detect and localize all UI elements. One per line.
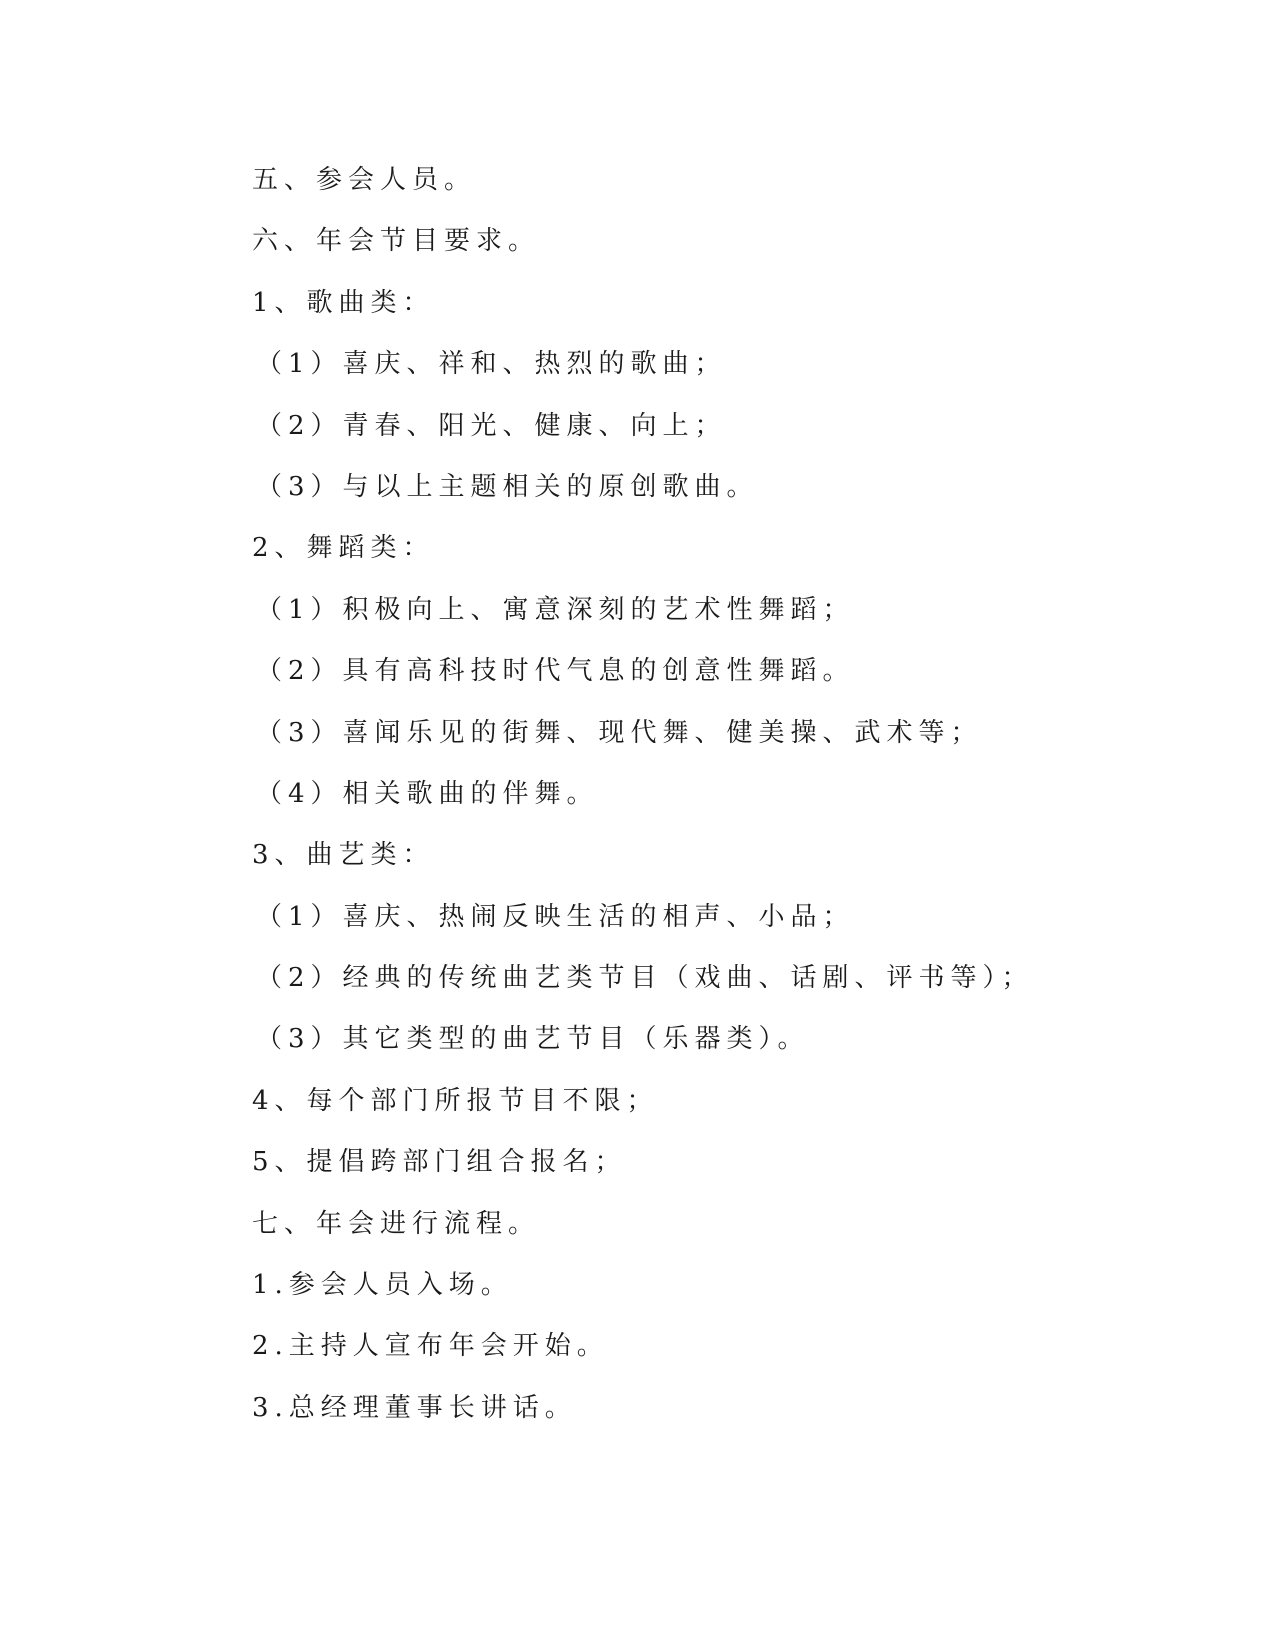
sub-item-dance-1: （1）积极向上、寓意深刻的艺术性舞蹈； <box>256 594 855 625</box>
sub-item-songs-1: （1）喜庆、祥和、热烈的歌曲； <box>256 349 727 380</box>
sub-item-dance-3: （3）喜闻乐见的街舞、现代舞、健美操、武术等； <box>256 717 983 748</box>
process-step-1: 1.参会人员入场。 <box>252 1270 513 1301</box>
list-item-quyi: 3、曲艺类： <box>252 840 435 871</box>
process-step-2: 2.主持人宣布年会开始。 <box>252 1331 609 1362</box>
section-heading-program-requirements: 六、年会节目要求。 <box>252 226 541 257</box>
sub-item-songs-3: （3）与以上主题相关的原创歌曲。 <box>256 471 759 502</box>
list-item-cross-department: 5、提倡跨部门组合报名； <box>252 1147 627 1178</box>
sub-item-songs-2: （2）青春、阳光、健康、向上； <box>256 410 727 441</box>
list-item-songs: 1、歌曲类： <box>252 287 435 318</box>
process-step-3: 3.总经理董事长讲话。 <box>252 1392 577 1423</box>
sub-item-quyi-3: （3）其它类型的曲艺节目（乐器类）。 <box>256 1024 810 1055</box>
list-item-dance: 2、舞蹈类： <box>252 533 435 564</box>
sub-item-quyi-1: （1）喜庆、热闹反映生活的相声、小品； <box>256 901 855 932</box>
sub-item-dance-2: （2）具有高科技时代气息的创意性舞蹈。 <box>256 656 855 687</box>
sub-item-quyi-2: （2）经典的传统曲艺类节目（戏曲、话剧、评书等）； <box>256 963 1034 994</box>
section-heading-process: 七、年会进行流程。 <box>252 1208 541 1239</box>
document-body <box>252 158 1232 1447</box>
sub-item-dance-4: （4）相关歌曲的伴舞。 <box>256 778 599 809</box>
list-item-program-limit: 4、每个部门所报节目不限； <box>252 1085 659 1116</box>
section-heading-attendees: 五、参会人员。 <box>252 165 477 195</box>
